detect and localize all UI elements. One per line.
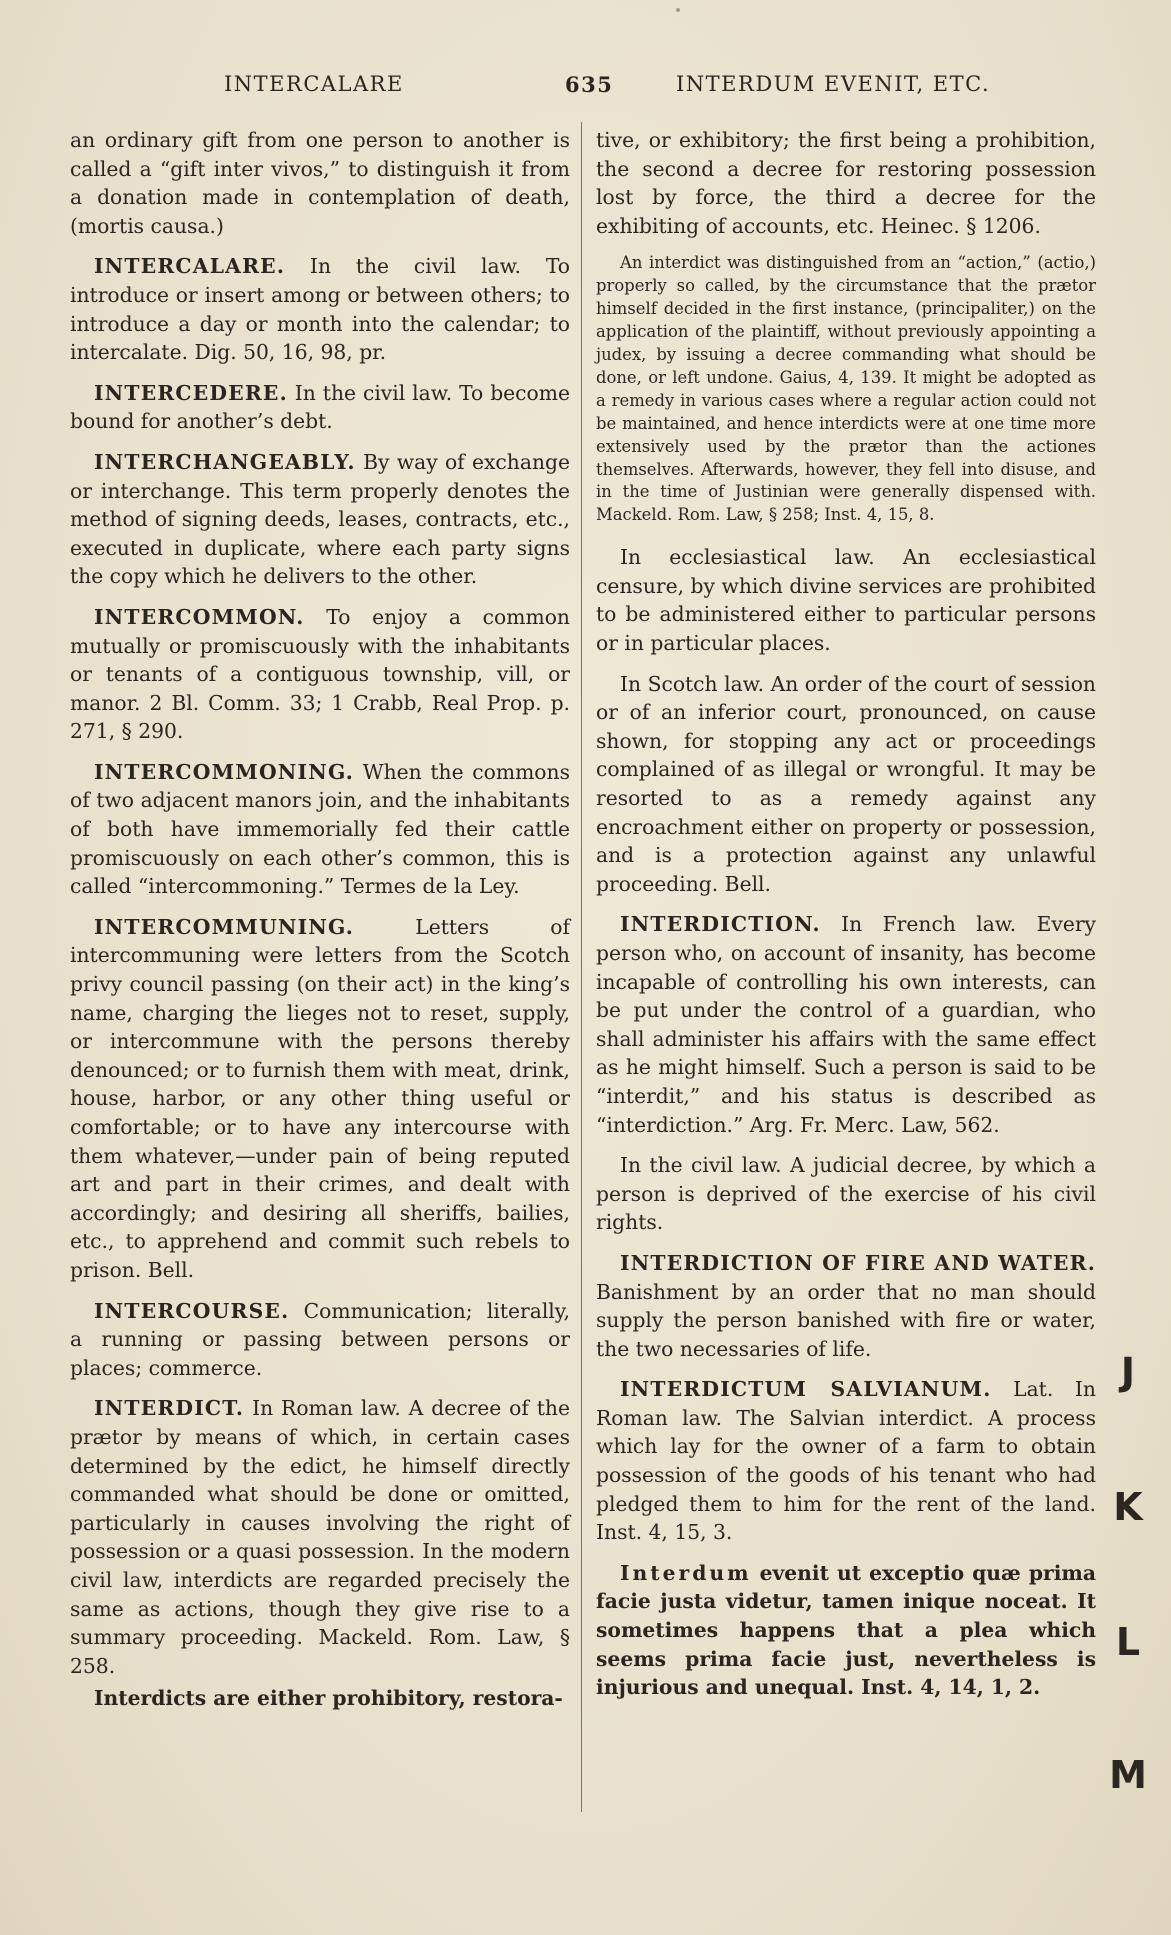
entry-interdict-continued: tive, or exhibitory; the first being a prohibition, the second a decree for restoring possession lost by force, the third a decree for the exhibiting of accounts, etc. Heinec. § 1206.	[596, 128, 1096, 238]
headword: Interdum	[620, 1560, 752, 1585]
entry-intercommuning: INTERCOMMUNING. Letters of intercommuning were letters from the Scotch privy council passing (on their act) in the king’s name, charging the lieges not to reset, supply, or intercommune with the persons thereby denounced; or to furnish them with meat, drink, house, harbor, or any other thing useful or comfortable; or to have any intercourse with them whatever,—under pain of being reputed art and part in their crimes, and dealt with accordingly; and desiring all sheriffs, bailies, etc., to apprehend and commit such rebels to prison. Bell.	[70, 914, 570, 1282]
left-column	[70, 126, 570, 1725]
headword: INTERDICTION OF FIRE AND WATER.	[620, 1250, 1096, 1275]
entry-intercalare: INTERCALARE. In the civil law. To introduce or insert among or between others; to introduce a day or month into the calendar; to intercalate. Dig. 50, 16, 98, pr.	[70, 254, 570, 365]
entry-interdum-evenit: Interdum evenit ut exceptio quæ prima facie justa videtur, tamen inique noceat. It sometimes happens that a plea which seems prima facie just, nevertheless is injurious and unequal. Inst. 4, 14, 1, 2.	[596, 1560, 1096, 1700]
headword: INTERCOMMUNING.	[94, 914, 355, 939]
entry-intercedere: INTERCEDERE. In the civil law. To become bound for another’s debt.	[70, 380, 570, 434]
entry-interdiction-civil: In the civil law. A judicial decree, by which a person is deprived of the exercise of his civil rights.	[596, 1153, 1096, 1235]
entry-interdict: INTERDICT. In Roman law. A decree of the prætor by means of which, in certain cases determined by the edict, he himself directly commanded what should be done or omitted, particularly in causes involving the right of possession or a quasi possession. In the modern civil law, interdicts are regarded precisely the same as actions, though they give rise to a summary proceeding. Mackeld. Rom. Law, § 258.	[70, 1396, 570, 1678]
running-head	[70, 72, 1030, 102]
running-head-right: INTERDUM EVENIT, ETC.	[676, 72, 991, 96]
entry-interdictum-salvianum: INTERDICTUM SALVIANUM. Lat. In Roman law. The Salvian interdict. A process which lay for the owner of a farm to obtain possession of the goods of his tenant who had pledged them to him for the rent of the land. Inst. 4, 15, 3.	[596, 1377, 1096, 1545]
entry-intercommon: INTERCOMMON. To enjoy a common mutually or promiscuously with the inhabitants or tenants of a contiguous township, vill, or manor. 2 Bl. Comm. 33; 1 Crabb, Real Prop. p. 271, § 290.	[70, 604, 570, 744]
entry-intercommoning: INTERCOMMONING. When the commons of two adjacent manors join, and the inhabitants of both have immemorially fed their cattle promiscuously on each other’s common, this is called “intercommoning.” Termes de la Ley.	[70, 759, 570, 899]
entry-interdiction-fire-water: INTERDICTION OF FIRE AND WATER. Banishment by an order that no man should supply the person banished with fire or water, the two necessaries of life.	[596, 1250, 1096, 1361]
headword: INTERCALARE.	[94, 254, 286, 279]
right-column	[596, 126, 1096, 1714]
running-head-left: INTERCALARE	[224, 72, 404, 96]
headword: INTERCHANGEABLY.	[94, 449, 356, 474]
headword: INTERDICTION.	[620, 912, 821, 937]
entry-interchangeably: INTERCHANGEABLY. By way of exchange or interchange. This term properly denotes the method of signing deeds, leases, contracts, etc., executed in duplicate, where each party signs the copy which he delivers to the other.	[70, 449, 570, 589]
headword: INTERCEDERE.	[94, 380, 288, 405]
page-number: 635	[565, 72, 614, 97]
interdict-note: An interdict was distinguished from an “action,” (actio,) properly so called, by the circumstance that the prætor himself decided in the first instance, (principaliter,) on the application of the plaintiff, without previously appointing a judex, by issuing a decree commanding what should be done, or left undone. Gaius, 4, 139. It might be adopted as a remedy in various cases where a regular action could not be maintained, and hence interdicts were at one time more extensively used by the prætor than the actiones themselves. Afterwards, however, they fell into disuse, and in the time of Justinian were generally dispensed with. Mackeld. Rom. Law, § 258; Inst. 4, 15, 8.	[596, 253, 1096, 525]
entry-interdiction: INTERDICTION. In French law. Every person who, on account of insanity, has become incapable of controlling his own interests, can be put under the control of a guardian, who shall administer his affairs with the same effect as he might himself. Such a person is said to be “interdit,” and his status is described as “interdiction.” Arg. Fr. Merc. Law, 562.	[596, 912, 1096, 1137]
thumb-index-k: K	[1113, 1485, 1143, 1529]
headword: INTERCOMMON.	[94, 604, 305, 629]
headword: INTERCOURSE.	[94, 1298, 290, 1323]
entry-interdict-scotch: In Scotch law. An order of the court of session or of an inferior court, pronounced, on cause shown, for stopping any act or proceedings complained of as illegal or wrongful. It may be resorted to as a remedy against any encroachment either on property or possession, and is a protection against any unlawful proceeding. Bell.	[596, 671, 1096, 896]
headword: INTERCOMMONING.	[94, 759, 355, 784]
thumb-index-j: J	[1120, 1350, 1136, 1394]
entry-continuation: an ordinary gift from one person to another is called a “gift inter vivos,” to distinguish it from a donation made in contemplation of death, (mortis causa.)	[70, 128, 570, 238]
paper-speck	[676, 8, 680, 12]
headword: INTERDICTUM SALVIANUM.	[620, 1377, 992, 1402]
column-divider	[581, 122, 582, 1812]
entry-interdict-kinds: Interdicts are either prohibitory, restora-	[94, 1686, 563, 1711]
headword: INTERDICT.	[94, 1396, 245, 1421]
entry-intercourse: INTERCOURSE. Communication; literally, a running or passing between persons or places; commerce.	[70, 1298, 570, 1380]
thumb-index-l: L	[1115, 1620, 1141, 1664]
entry-interdict-ecclesiastical: In ecclesiastical law. An ecclesiastical censure, by which divine services are prohibited to be administered either to particular persons or in particular places.	[596, 545, 1096, 656]
thumb-index-m: M	[1109, 1753, 1147, 1797]
